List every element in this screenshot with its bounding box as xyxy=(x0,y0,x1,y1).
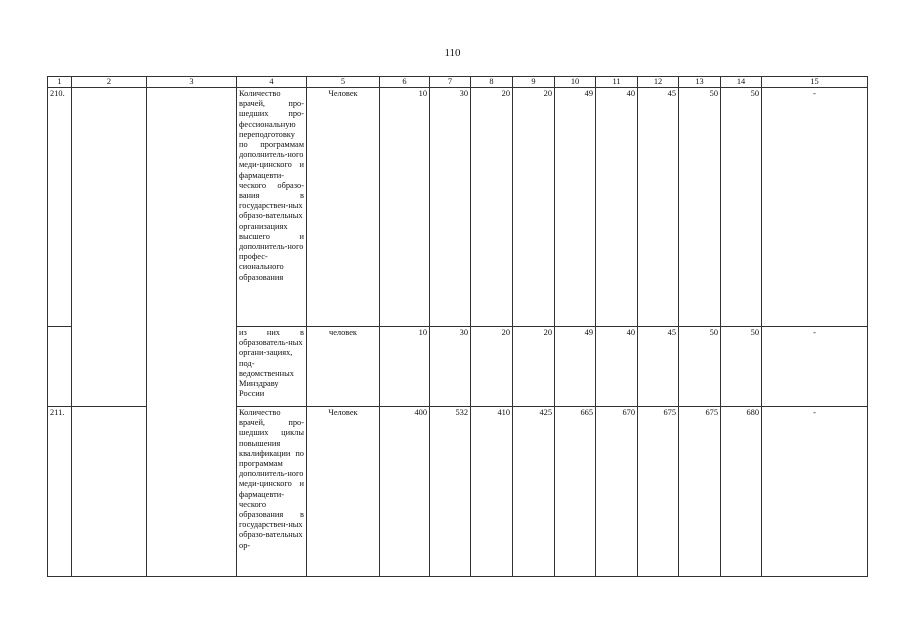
row-number: 211. xyxy=(48,407,72,577)
value-col6: 10 xyxy=(380,327,430,407)
indicator-description: Количество врачей, про-шедших циклы повышения квалификации по программам дополнитель-ного меди-цинского и фармацевти-ческого образования в государствен-ных образо-вательных ор- xyxy=(237,407,307,577)
value-col11: 670 xyxy=(596,407,638,577)
value-col13: 675 xyxy=(679,407,721,577)
value-col15: - xyxy=(762,88,868,327)
value-col12: 45 xyxy=(638,327,679,407)
value-col8: 20 xyxy=(471,327,513,407)
value-col9: 20 xyxy=(513,88,555,327)
value-col8: 20 xyxy=(471,88,513,327)
row-number xyxy=(48,327,72,407)
value-col11: 40 xyxy=(596,327,638,407)
value-col7: 30 xyxy=(430,327,471,407)
column-header-5: 5 xyxy=(307,77,380,88)
empty-cell-col3 xyxy=(147,88,237,577)
header-row xyxy=(48,77,868,88)
value-col11: 40 xyxy=(596,88,638,327)
column-header-2: 2 xyxy=(72,77,147,88)
column-header-1: 1 xyxy=(48,77,72,88)
column-header-9: 9 xyxy=(513,77,555,88)
value-col10: 665 xyxy=(555,407,596,577)
column-header-4: 4 xyxy=(237,77,307,88)
value-col10: 49 xyxy=(555,88,596,327)
unit-cell: Человек xyxy=(307,407,380,577)
value-col14: 50 xyxy=(721,327,762,407)
unit-cell: Человек xyxy=(307,88,380,327)
empty-cell-col2 xyxy=(72,407,147,577)
value-col14: 50 xyxy=(721,88,762,327)
value-col6: 10 xyxy=(380,88,430,327)
value-col7: 30 xyxy=(430,88,471,327)
value-col10: 49 xyxy=(555,327,596,407)
page-number: 110 xyxy=(444,47,461,59)
column-header-11: 11 xyxy=(596,77,638,88)
indicator-table xyxy=(47,76,868,577)
column-header-3: 3 xyxy=(147,77,237,88)
empty-cell-col2 xyxy=(72,88,147,407)
table-row-210 xyxy=(48,88,868,327)
value-col13: 50 xyxy=(679,88,721,327)
value-col15: - xyxy=(762,327,868,407)
indicator-description: из них в образователь-ных органи-зациях, под-ведомственных Минздраву России xyxy=(237,327,307,407)
value-col6: 400 xyxy=(380,407,430,577)
value-col15: - xyxy=(762,407,868,577)
column-header-10: 10 xyxy=(555,77,596,88)
column-header-6: 6 xyxy=(380,77,430,88)
value-col12: 675 xyxy=(638,407,679,577)
column-header-14: 14 xyxy=(721,77,762,88)
column-header-12: 12 xyxy=(638,77,679,88)
value-col9: 20 xyxy=(513,327,555,407)
column-header-15: 15 xyxy=(762,77,868,88)
value-col7: 532 xyxy=(430,407,471,577)
value-col14: 680 xyxy=(721,407,762,577)
indicator-description: Количество врачей, про-шедших про-фессиональную переподготовку по программам дополнитель-ного меди-цинского и фармацевти-ческого образо-вания в государствен-ных образо-вательных организациях высшего и дополнитель-ного профес-сионального образования xyxy=(237,88,307,327)
column-header-13: 13 xyxy=(679,77,721,88)
column-header-8: 8 xyxy=(471,77,513,88)
unit-cell: человек xyxy=(307,327,380,407)
value-col8: 410 xyxy=(471,407,513,577)
value-col12: 45 xyxy=(638,88,679,327)
value-col13: 50 xyxy=(679,327,721,407)
row-number: 210. xyxy=(48,88,72,327)
value-col9: 425 xyxy=(513,407,555,577)
column-header-7: 7 xyxy=(430,77,471,88)
